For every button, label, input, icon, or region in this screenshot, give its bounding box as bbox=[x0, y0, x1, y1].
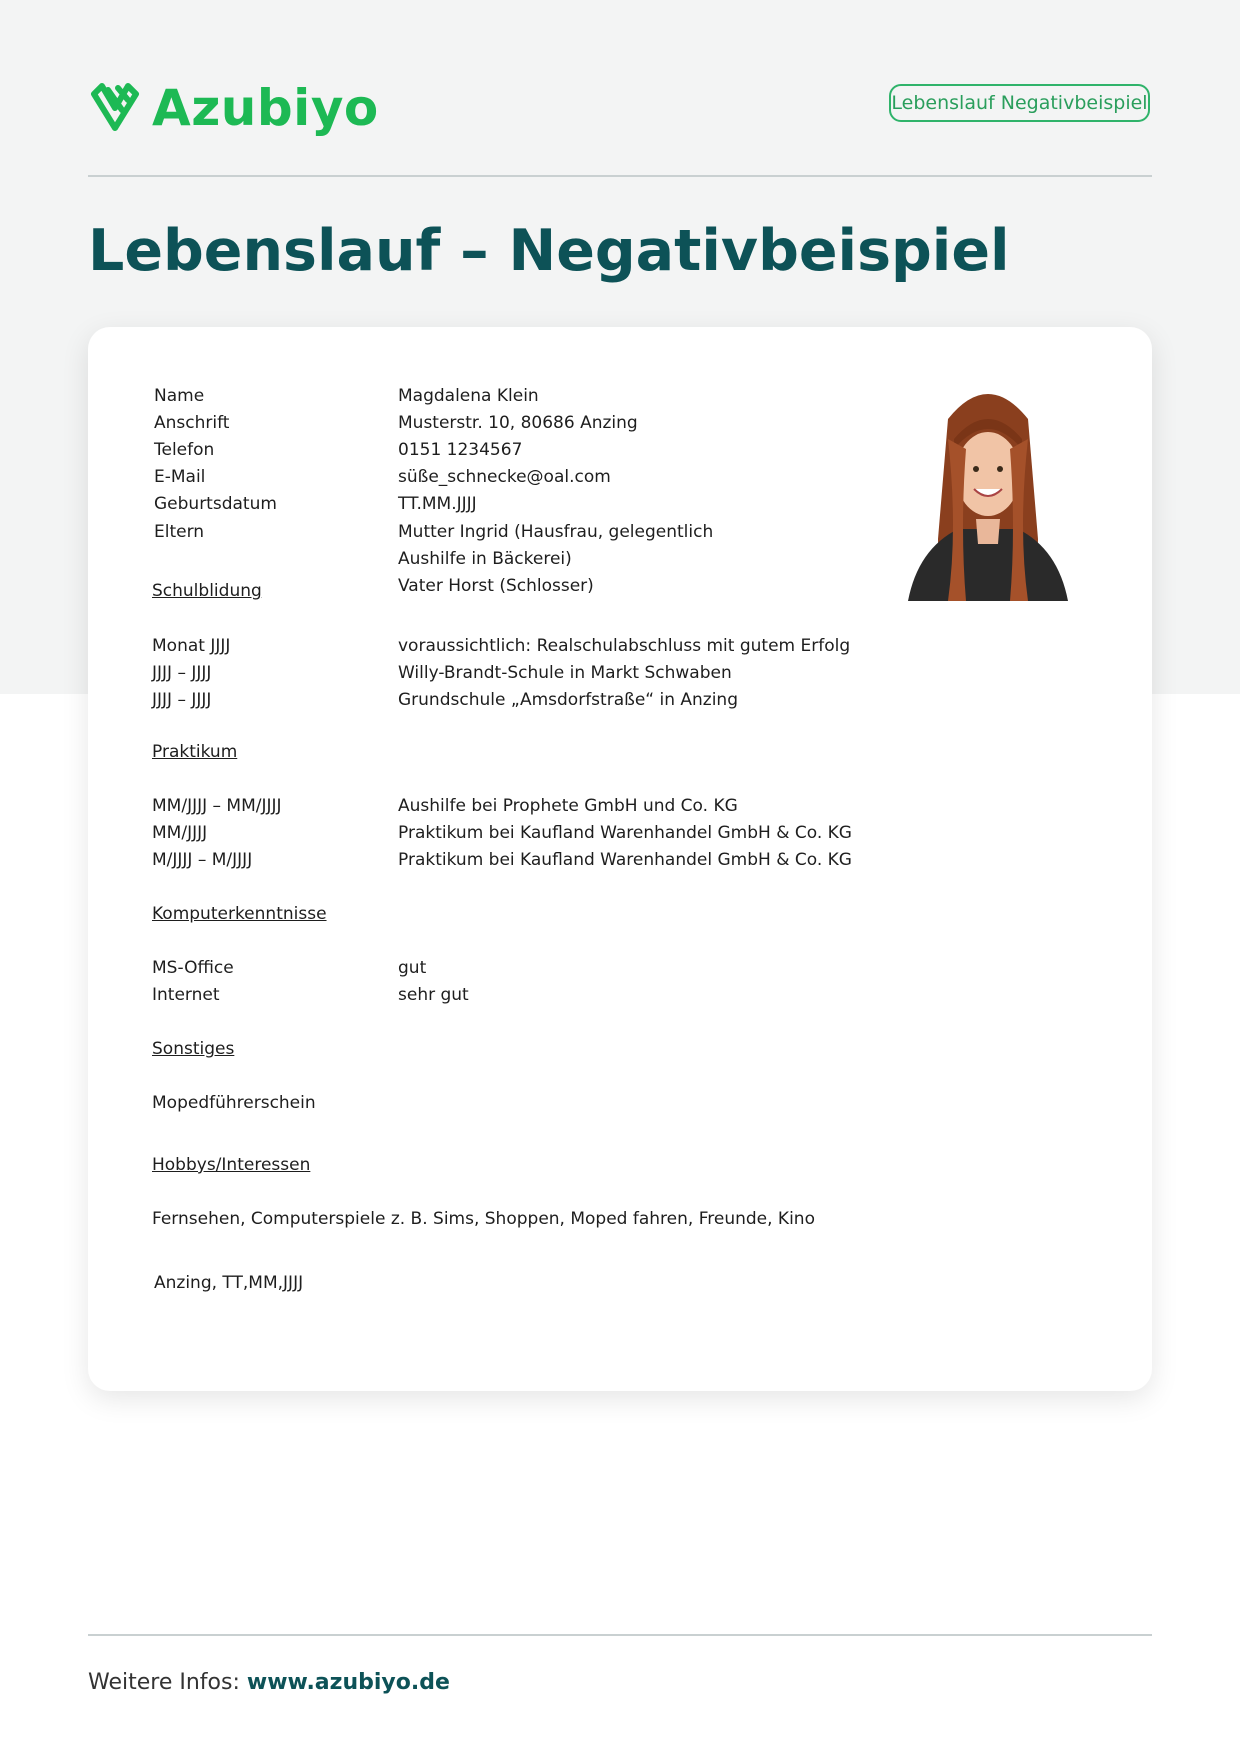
personal-value: 0151 1234567 bbox=[398, 440, 523, 460]
page-title: Lebenslauf – Negativbeispiel bbox=[88, 218, 1010, 284]
personal-value: Magdalena Klein bbox=[398, 386, 539, 406]
schulbildung-entry: Grundschule „Amsdorfstraße“ in Anzing bbox=[398, 690, 738, 710]
footer-divider bbox=[88, 1634, 1152, 1636]
schulbildung-date: JJJJ – JJJJ bbox=[152, 663, 212, 683]
computer-skill: MS-Office bbox=[152, 958, 234, 978]
schulbildung-entry: voraussichtlich: Realschulabschluss mit gutem Erfolg bbox=[398, 636, 851, 656]
sonstiges-text: Mopedführerschein bbox=[152, 1093, 316, 1113]
section-heading-schulbildung: Schulblidung bbox=[152, 581, 262, 601]
computer-level: sehr gut bbox=[398, 985, 469, 1005]
header-divider bbox=[88, 175, 1152, 177]
personal-label: Eltern bbox=[154, 522, 205, 542]
hobbys-text: Fernsehen, Computerspiele z. B. Sims, Shoppen, Moped fahren, Freunde, Kino bbox=[152, 1209, 815, 1229]
section-heading-praktikum: Praktikum bbox=[152, 742, 238, 762]
schulbildung-entry: Willy-Brandt-Schule in Markt Schwaben bbox=[398, 663, 732, 683]
footer-link[interactable]: www.azubiyo.de bbox=[246, 1670, 450, 1695]
personal-label: Anschrift bbox=[154, 413, 230, 433]
logo-text: Azubiyo bbox=[152, 79, 379, 137]
personal-label: Name bbox=[154, 386, 205, 406]
place-date: Anzing, TT,MM,JJJJ bbox=[154, 1273, 304, 1293]
personal-value: Musterstr. 10, 80686 Anzing bbox=[398, 413, 638, 433]
footer bbox=[88, 1670, 450, 1695]
personal-label: Telefon bbox=[154, 440, 215, 460]
section-heading-computer: Komputerkenntnisse bbox=[152, 904, 327, 924]
schulbildung-date: Monat JJJJ bbox=[152, 636, 231, 656]
section-heading-hobbys: Hobbys/Interessen bbox=[152, 1155, 311, 1175]
azubiyo-logo-icon bbox=[88, 78, 142, 138]
personal-value: Aushilfe in Bäckerei) bbox=[398, 549, 572, 569]
praktikum-date: M/JJJJ – M/JJJJ bbox=[152, 850, 253, 870]
praktikum-date: MM/JJJJ bbox=[152, 823, 208, 843]
computer-level: gut bbox=[398, 958, 427, 978]
schulbildung-date: JJJJ – JJJJ bbox=[152, 690, 212, 710]
praktikum-entry: Praktikum bei Kaufland Warenhandel GmbH & Co. KG bbox=[398, 823, 852, 843]
section-heading-sonstiges: Sonstiges bbox=[152, 1039, 235, 1059]
personal-label: E-Mail bbox=[154, 467, 206, 487]
cv-card bbox=[88, 327, 1152, 1391]
document-type-badge: Lebenslauf Negativbeispiel bbox=[889, 84, 1150, 122]
personal-value: TT.MM.JJJJ bbox=[398, 494, 477, 514]
personal-value: Vater Horst (Schlosser) bbox=[398, 576, 594, 596]
personal-value: Mutter Ingrid (Hausfrau, gelegentlich bbox=[398, 522, 714, 542]
praktikum-entry: Aushilfe bei Prophete GmbH und Co. KG bbox=[398, 796, 738, 816]
footer-prefix: Weitere Infos: bbox=[88, 1670, 247, 1695]
applicant-photo bbox=[888, 379, 1088, 601]
personal-label: Geburtsdatum bbox=[154, 494, 277, 514]
personal-value: süße_schnecke@oal.com bbox=[398, 467, 611, 487]
azubiyo-logo[interactable] bbox=[88, 78, 379, 138]
praktikum-date: MM/JJJJ – MM/JJJJ bbox=[152, 796, 282, 816]
praktikum-entry: Praktikum bei Kaufland Warenhandel GmbH & Co. KG bbox=[398, 850, 852, 870]
computer-skill: Internet bbox=[152, 985, 220, 1005]
